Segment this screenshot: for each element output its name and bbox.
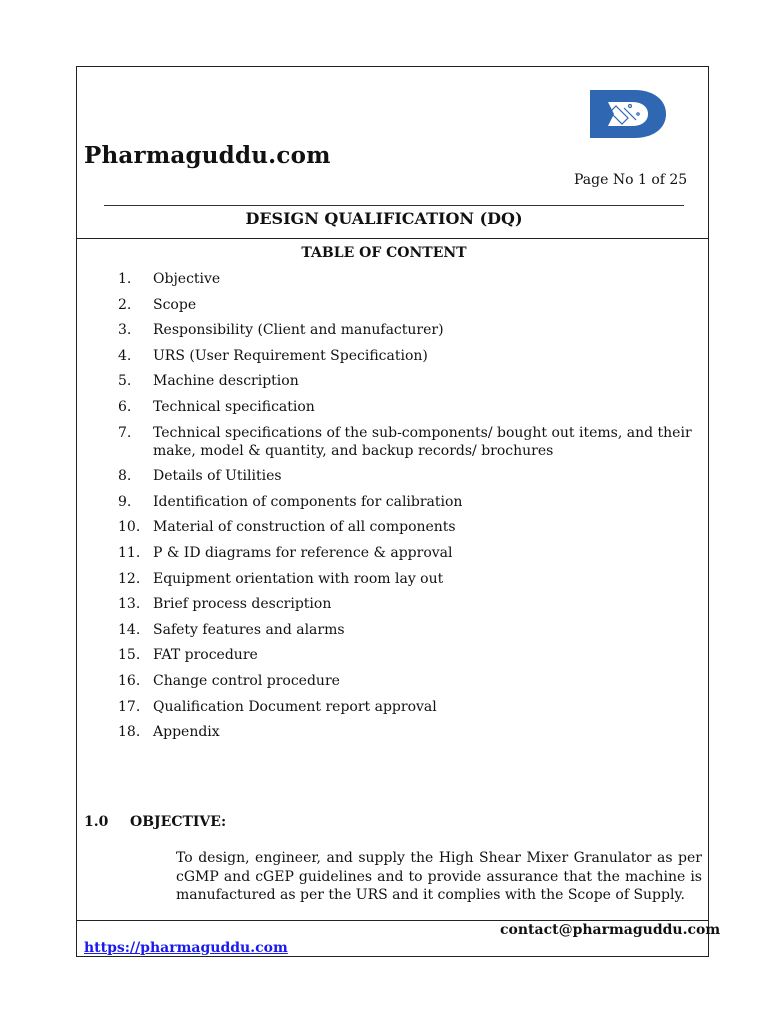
toc-item-text: Details of Utilities <box>153 468 282 485</box>
toc-item-text: Identification of components for calibration <box>153 493 463 510</box>
toc-item-text: Scope <box>153 296 197 313</box>
toc-item <box>118 372 698 390</box>
toc-item-number: 4. <box>118 347 132 364</box>
toc-item-number: 15. <box>118 647 141 664</box>
section-body: To design, engineer, and supply the High Shear Mixer Granulator as per cGMP and cGEP guidelines and to provide assurance that the machine is manufactured as per the URS and it complies with the Scope of Supply. <box>176 850 702 903</box>
toc-item-text: Objective <box>153 271 221 287</box>
toc-item <box>118 518 698 536</box>
toc-item-text: P & ID diagrams for reference & approval <box>153 544 453 561</box>
toc-item <box>118 398 698 416</box>
toc-item <box>118 493 698 511</box>
toc-item <box>118 595 698 613</box>
toc-item <box>118 723 698 741</box>
toc-item-text: Appendix <box>153 724 220 741</box>
toc-item-number: 2. <box>118 296 132 313</box>
toc-item-number: 8. <box>118 468 132 485</box>
toc-title: TABLE OF CONTENT <box>301 245 467 261</box>
toc-item <box>118 646 698 664</box>
toc-item <box>118 621 698 639</box>
toc-item <box>118 698 698 716</box>
toc-item <box>118 424 698 460</box>
toc-item <box>118 270 698 288</box>
toc-item-number: 9. <box>118 493 132 510</box>
contact-email: contact@pharmaguddu.com <box>500 922 721 938</box>
footer-divider <box>77 920 708 921</box>
toc-item-text: Brief process description <box>153 596 332 613</box>
toc-item-number: 18. <box>118 724 141 741</box>
toc-item-text: FAT procedure <box>153 647 258 664</box>
website-link[interactable]: https://pharmaguddu.com <box>84 940 288 956</box>
document-title: DESIGN QUALIFICATION (DQ) <box>245 209 523 228</box>
toc-item-text: Technical specifications of the sub-components/ bought out items, and their make, model & quantity, and backup records/ brochures <box>153 424 692 459</box>
toc-item-number: 13. <box>118 596 141 613</box>
toc-item-number: 14. <box>118 621 141 638</box>
toc-item-number: 5. <box>118 373 132 390</box>
toc-item-text: URS (User Requirement Specification) <box>153 347 428 364</box>
toc-item-number: 12. <box>118 570 141 587</box>
toc-item-number: 17. <box>118 698 141 715</box>
toc-item-number: 10. <box>118 519 141 536</box>
toc-item-number: 11. <box>118 544 141 561</box>
toc-item-number: 16. <box>118 672 141 689</box>
toc-item <box>118 347 698 365</box>
toc-item <box>118 296 698 314</box>
section-heading: OBJECTIVE: <box>130 814 227 830</box>
toc-item-text: Material of construction of all components <box>153 519 456 536</box>
toc-item-text: Technical specification <box>153 398 315 415</box>
header-divider <box>77 238 708 239</box>
toc-item <box>118 467 698 485</box>
site-title: Pharmaguddu.com <box>84 142 331 169</box>
section-number: 1.0 <box>84 814 109 830</box>
toc-item-text: Responsibility (Client and manufacturer) <box>153 322 444 339</box>
toc-item <box>118 321 698 339</box>
toc-item-number: 7. <box>118 424 132 441</box>
toc-item-number: 1. <box>118 271 132 287</box>
toc-item-text: Change control procedure <box>153 672 340 689</box>
toc-item-text: Machine description <box>153 373 299 390</box>
toc-item-text: Equipment orientation with room lay out <box>153 570 444 587</box>
toc-item-text: Qualification Document report approval <box>153 698 437 715</box>
toc-item-number: 6. <box>118 398 132 415</box>
title-underline <box>104 205 684 206</box>
table-of-contents <box>118 270 698 749</box>
toc-item-number: 3. <box>118 322 132 339</box>
toc-item <box>118 672 698 690</box>
toc-item <box>118 570 698 588</box>
toc-item <box>118 544 698 562</box>
page-number: Page No 1 of 25 <box>574 172 688 188</box>
pharmaguddu-logo-icon <box>584 84 668 142</box>
toc-item-text: Safety features and alarms <box>153 621 345 638</box>
